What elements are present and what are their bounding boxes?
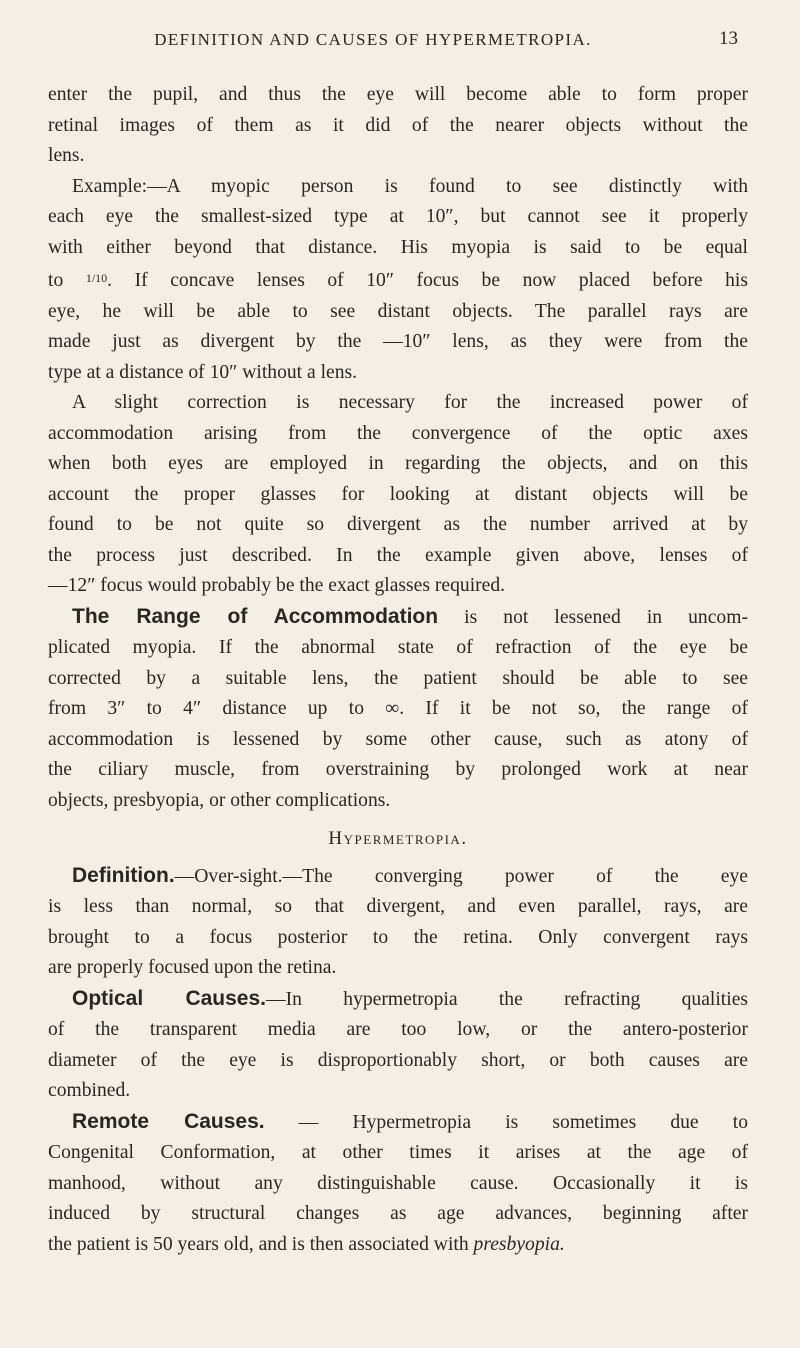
text-fragment: . If concave lenses of 10″ focus be now placed before his — [107, 270, 748, 291]
text-line: induced by structural changes as age advances, beginning after — [48, 1203, 748, 1224]
remote-causes-heading: Remote Causes. — [72, 1109, 265, 1133]
italic-term: presbyopia. — [473, 1233, 565, 1255]
page-body — [48, 80, 748, 1260]
text-line: enter the pupil, and thus the eye will become able to form proper — [48, 84, 748, 105]
text-line: the ciliary muscle, from overstraining by prolonged work at near — [48, 759, 748, 780]
text-line: the process just described. In the example given above, lenses of — [48, 544, 748, 566]
text-line: account the proper glasses for looking at distant objects will be — [48, 483, 748, 505]
text-line — [48, 1107, 748, 1139]
text-line: with either beyond that distance. His myopia is said to be equal — [48, 236, 748, 258]
running-head: DEFINITION AND CAUSES OF HYPERMETROPIA. — [154, 30, 592, 49]
paragraph-remote-causes — [48, 1107, 748, 1261]
text-line: plicated myopia. If the abnormal state of refraction of the eye be — [48, 637, 748, 658]
text-line — [48, 984, 748, 1016]
page-number: 13 — [719, 28, 738, 49]
fraction: 1/10 — [85, 271, 108, 285]
paragraph-example — [48, 172, 748, 389]
paragraph-definition — [48, 861, 748, 984]
optical-causes-heading: Optical Causes. — [72, 986, 267, 1010]
text-line: from 3″ to 4″ distance up to ∞. If it be not so, the range of — [48, 698, 748, 719]
text-fragment: to — [48, 270, 64, 291]
text-line: combined. — [48, 1080, 131, 1101]
paragraph-correction — [48, 388, 748, 602]
text-line: found to be not quite so divergent as the number arrived at by — [48, 514, 748, 535]
text-line: is less than normal, so that divergent, and even parallel, rays, are — [48, 896, 748, 917]
range-heading: The Range of Accommodation — [72, 604, 439, 628]
paragraph-range — [48, 602, 748, 817]
text-line — [48, 602, 748, 634]
text-fragment: — Hypermetropia is sometimes due to — [264, 1111, 748, 1133]
text-line: made just as divergent by the —10″ lens, as they were from the — [48, 331, 748, 352]
definition-heading: Definition. — [72, 863, 175, 887]
text-fragment: is not lessened in uncom- — [438, 606, 748, 628]
text-line: of the transparent media are too low, or the antero-posterior — [48, 1019, 748, 1040]
text-line: brought to a focus posterior to the retina. Only convergent rays — [48, 926, 748, 948]
text-line: A slight correction is necessary for the increased power of — [72, 392, 748, 413]
text-line: Example:—A myopic person is found to see distinctly with — [72, 175, 748, 197]
text-fragment: —Over-sight.—The converging power of the eye — [174, 865, 748, 887]
page-header — [68, 30, 738, 60]
text-line — [48, 861, 748, 893]
text-line — [48, 263, 748, 297]
text-line: corrected by a suitable lens, the patient should be able to see — [48, 667, 748, 689]
text-line: retinal images of them as it did of the nearer objects without the — [48, 114, 748, 136]
text-line — [48, 1230, 748, 1261]
text-line: —12″ focus would probably be the exact glasses required. — [48, 575, 506, 596]
text-line: objects, presbyopia, or other complications. — [48, 789, 391, 811]
section-title: Hypermetropia. — [328, 828, 468, 849]
text-line: accommodation is lessened by some other cause, such as atony of — [48, 728, 748, 750]
text-line: manhood, without any distinguishable cause. Occasionally it is — [48, 1172, 748, 1194]
text-line: lens. — [48, 145, 85, 166]
text-fragment: the patient is 50 years old, and is then associated with — [48, 1233, 469, 1255]
text-line: type at a distance of 10″ without a lens. — [48, 361, 358, 383]
text-fragment: —In hypermetropia the refracting qualities — [266, 988, 749, 1010]
text-line: are properly focused upon the retina. — [48, 957, 337, 978]
text-line: eye, he will be able to see distant objects. The parallel rays are — [48, 300, 748, 322]
text-line: accommodation arising from the convergence of the optic axes — [48, 422, 748, 444]
text-line: when both eyes are employed in regarding the objects, and on this — [48, 453, 748, 474]
text-line: each eye the smallest-sized type at 10″, but cannot see it properly — [48, 206, 748, 227]
paragraph-1 — [48, 80, 748, 172]
text-line: diameter of the eye is disproportionably short, or both causes are — [48, 1049, 748, 1071]
paragraph-optical-causes — [48, 984, 748, 1107]
text-line: Congenital Conformation, at other times it arises at the age of — [48, 1142, 748, 1163]
